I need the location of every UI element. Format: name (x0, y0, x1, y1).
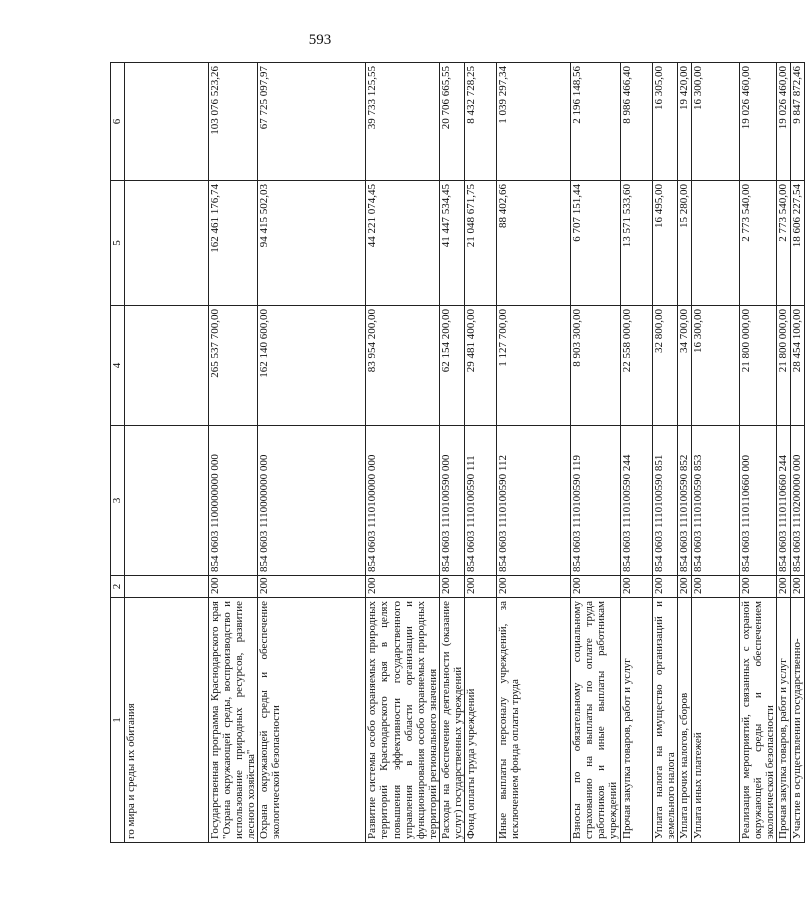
table-row (776, 63, 790, 843)
row-col4-cell: 21 800 000,00 (776, 306, 790, 426)
column-header-1: 1 (111, 598, 125, 843)
row-code-cell: 854 0603 1110100590 119 (571, 426, 620, 576)
row-col5-cell: 88 402,66 (497, 181, 571, 306)
row-name-cell: Прочая закупка товаров, работ и услуг (620, 598, 652, 843)
row-code-cell: 854 0603 1110100000 000 (366, 426, 440, 576)
row-name-cell: го мира и среды их обитания (125, 598, 209, 843)
table-row (258, 63, 366, 843)
row-code-cell: 854 0603 1110100590 853 (691, 426, 739, 576)
table-row (209, 63, 258, 843)
row-code-cell: 854 0603 1110100590 111 (465, 426, 497, 576)
row-col5-cell: 13 571 533,60 (620, 181, 652, 306)
row-code-cell: 854 0603 1110100590 112 (497, 426, 571, 576)
row-col6-cell: 9 847 872,46 (790, 63, 804, 181)
row-col6-cell: 16 305,00 (652, 63, 677, 181)
table-row (739, 63, 776, 843)
row-name-cell: Участие в осуществлении государственно- (790, 598, 804, 843)
row-col4-cell: 1 127 700,00 (497, 306, 571, 426)
row-col2-cell: 200 (652, 576, 677, 598)
row-col5-cell: 41 447 534,45 (439, 181, 464, 306)
row-col2-cell: 200 (739, 576, 776, 598)
row-col6-cell: 19 026 460,00 (776, 63, 790, 181)
row-code-cell: 854 0603 1110100590 000 (439, 426, 464, 576)
row-col2-cell: 200 (366, 576, 440, 598)
row-col4-cell: 34 700,00 (677, 306, 691, 426)
row-col6-cell: 19 420,00 (677, 63, 691, 181)
budget-table-body (111, 63, 805, 843)
table-row (620, 63, 652, 843)
row-col4-cell: 29 481 400,00 (465, 306, 497, 426)
row-code-cell: 854 0603 1110110660 000 (739, 426, 776, 576)
row-col6-cell: 20 706 665,55 (439, 63, 464, 181)
table-row (125, 63, 209, 843)
table-row (497, 63, 571, 843)
row-col2-cell: 200 (258, 576, 366, 598)
row-name-cell: Развитие системы особо охраняемых природных территорий Краснодарского края в целях повышения эффективности государственного управления в области организации и функционирования особо охраняемых природных территорий регионального значения (366, 598, 440, 843)
row-col6-cell: 67 725 097,97 (258, 63, 366, 181)
row-col5-cell: 6 707 151,44 (571, 181, 620, 306)
row-col6-cell: 8 986 466,40 (620, 63, 652, 181)
row-col5-cell: 16 495,00 (652, 181, 677, 306)
row-col6-cell: 39 733 125,55 (366, 63, 440, 181)
row-col4-cell: 28 454 100,00 (790, 306, 804, 426)
table-row (652, 63, 677, 843)
row-col5-cell: 162 461 176,74 (209, 181, 258, 306)
row-col6-cell: 2 196 148,56 (571, 63, 620, 181)
row-col4-cell: 16 300,00 (691, 306, 739, 426)
column-header-6: 6 (111, 63, 125, 181)
table-row (439, 63, 464, 843)
row-col5-cell: 18 606 227,54 (790, 181, 804, 306)
column-header-2: 2 (111, 576, 125, 598)
rotated-table-frame (110, 63, 803, 843)
row-col5-cell (691, 181, 739, 306)
row-col6-cell (125, 63, 209, 181)
table-row (465, 63, 497, 843)
table-row (366, 63, 440, 843)
row-code-cell: 854 0603 1110000000 000 (258, 426, 366, 576)
row-col2-cell (125, 576, 209, 598)
row-code-cell: 854 0603 1110100590 852 (677, 426, 691, 576)
row-code-cell: 854 0603 1110110660 244 (776, 426, 790, 576)
row-name-cell: Реализация мероприятий, связанных с охраной окружающей среды и обеспечением экологической безопасности (739, 598, 776, 843)
table-row (790, 63, 804, 843)
table-row (677, 63, 691, 843)
row-name-cell: Уплата иных платежей (691, 598, 739, 843)
table-header-row (111, 63, 125, 843)
row-code-cell: 854 0603 1110100590 244 (620, 426, 652, 576)
row-col4-cell: 8 903 300,00 (571, 306, 620, 426)
row-col5-cell: 15 280,00 (677, 181, 691, 306)
column-header-3: 3 (111, 426, 125, 576)
row-name-cell: Расходы на обеспечение деятельности (оказание услуг) государственных учреждений (439, 598, 464, 843)
row-code-cell: 854 0603 1110100590 851 (652, 426, 677, 576)
row-code-cell: 854 0603 1110200000 000 (790, 426, 804, 576)
row-col4-cell: 21 800 000,00 (739, 306, 776, 426)
column-header-4: 4 (111, 306, 125, 426)
row-col6-cell: 103 076 523,26 (209, 63, 258, 181)
row-col2-cell: 200 (677, 576, 691, 598)
row-col2-cell: 200 (209, 576, 258, 598)
row-col5-cell: 2 773 540,00 (776, 181, 790, 306)
row-col4-cell: 32 800,00 (652, 306, 677, 426)
row-col5-cell: 44 221 074,45 (366, 181, 440, 306)
row-name-cell: Фонд оплаты труда учреждений (465, 598, 497, 843)
rotated-table-container (110, 63, 803, 843)
row-col2-cell: 200 (497, 576, 571, 598)
row-col2-cell: 200 (465, 576, 497, 598)
row-col4-cell (125, 306, 209, 426)
row-col6-cell: 19 026 460,00 (739, 63, 776, 181)
row-col2-cell: 200 (691, 576, 739, 598)
row-name-cell: Взносы по обязательному социальному страхованию на выплаты по оплате труда работников и иные выплаты работникам учреждений (571, 598, 620, 843)
row-col2-cell: 200 (790, 576, 804, 598)
table-row (691, 63, 739, 843)
row-name-cell: Прочая закупка товаров, работ и услуг (776, 598, 790, 843)
row-col2-cell: 200 (776, 576, 790, 598)
budget-table (110, 62, 805, 843)
row-col4-cell: 265 537 700,00 (209, 306, 258, 426)
row-col6-cell: 8 432 728,25 (465, 63, 497, 181)
row-col2-cell: 200 (439, 576, 464, 598)
row-name-cell: Иные выплаты персоналу учреждений, за исключением фонда оплаты труда (497, 598, 571, 843)
row-name-cell: Охрана окружающей среды и обеспечение экологической безопасности (258, 598, 366, 843)
row-name-cell: Уплата прочих налогов, сборов (677, 598, 691, 843)
column-header-5: 5 (111, 181, 125, 306)
row-col4-cell: 62 154 200,00 (439, 306, 464, 426)
row-col5-cell: 2 773 540,00 (739, 181, 776, 306)
row-col6-cell: 1 039 297,34 (497, 63, 571, 181)
row-name-cell: Уплата налога на имущество организаций и земельного налога (652, 598, 677, 843)
row-name-cell: Государственная программа Краснодарского края "Охрана окружающей среды, воспроизводство и использование природных ресурсов, развитие лесного хозяйства" (209, 598, 258, 843)
row-code-cell (125, 426, 209, 576)
row-col5-cell: 21 048 671,75 (465, 181, 497, 306)
row-col4-cell: 162 140 600,00 (258, 306, 366, 426)
row-col6-cell: 16 300,00 (691, 63, 739, 181)
row-code-cell: 854 0603 1100000000 000 (209, 426, 258, 576)
page-number: 593 (308, 32, 332, 48)
row-col2-cell: 200 (620, 576, 652, 598)
row-col5-cell (125, 181, 209, 306)
row-col2-cell: 200 (571, 576, 620, 598)
row-col5-cell: 94 415 502,03 (258, 181, 366, 306)
table-row (571, 63, 620, 843)
row-col4-cell: 83 954 200,00 (366, 306, 440, 426)
row-col4-cell: 22 558 000,00 (620, 306, 652, 426)
